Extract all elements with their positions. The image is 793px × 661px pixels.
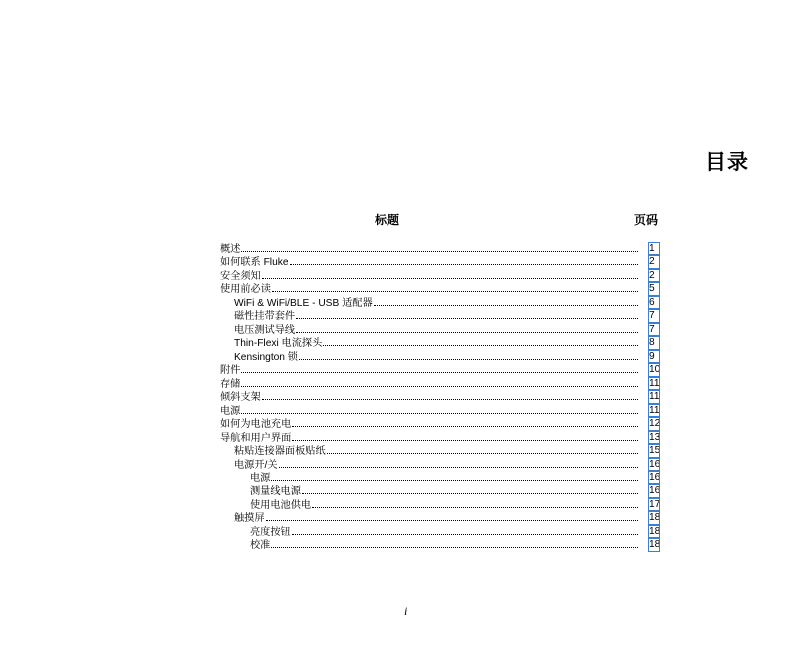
toc-entry-label[interactable]: 倾斜支架 <box>220 392 261 404</box>
dot-leader <box>299 350 638 360</box>
page-title: 目录 <box>705 151 749 174</box>
dot-leader <box>272 282 638 292</box>
toc-row <box>220 336 660 349</box>
toc-entry-label[interactable]: 电压测试导线 <box>234 324 296 336</box>
toc-entry-label[interactable]: 使用电池供电 <box>250 499 312 511</box>
toc-entry <box>220 417 638 431</box>
dot-leader <box>279 458 638 468</box>
toc-entry <box>220 431 638 445</box>
toc-row <box>220 458 660 471</box>
toc-entry-label[interactable]: Kensington 锁 <box>234 351 298 363</box>
dot-leader <box>374 296 638 306</box>
toc-entry-label[interactable]: 如何联系 Fluke <box>220 257 289 269</box>
table-of-contents <box>220 242 660 552</box>
toc-entry <box>220 282 638 296</box>
toc-row <box>220 269 660 282</box>
toc-page-link[interactable]: 9 <box>648 350 660 363</box>
toc-entry <box>220 377 638 391</box>
toc-entry <box>220 255 638 269</box>
toc-row <box>220 390 660 403</box>
toc-page-link[interactable]: 18 <box>649 512 661 524</box>
toc-page-link[interactable]: 16 <box>649 485 661 497</box>
toc-entry <box>220 242 638 256</box>
toc-entry <box>250 471 638 485</box>
dot-leader <box>262 390 638 400</box>
toc-page-link[interactable]: 2 <box>648 255 660 268</box>
toc-page-link[interactable]: 12 <box>649 418 661 430</box>
dot-leader <box>271 471 638 481</box>
toc-entry-label[interactable]: 安全须知 <box>220 270 261 282</box>
toc-page-link[interactable]: 1 <box>648 242 660 255</box>
toc-row <box>220 431 660 444</box>
toc-page-link[interactable]: 10 <box>649 364 661 376</box>
toc-row <box>220 255 660 268</box>
toc-row <box>220 538 660 551</box>
toc-entry-label[interactable]: 磁性挂带套件 <box>234 311 296 323</box>
toc-row <box>220 471 660 484</box>
toc-entry <box>220 269 638 283</box>
toc-entry <box>234 350 638 364</box>
toc-entry <box>234 444 638 458</box>
toc-entry <box>250 498 638 512</box>
toc-row <box>220 404 660 417</box>
toc-entry-label[interactable]: Thin-Flexi 电流探头 <box>234 338 323 350</box>
toc-page-link[interactable]: 17 <box>649 498 661 510</box>
toc-row <box>220 511 660 524</box>
toc-entry <box>220 390 638 404</box>
dot-leader <box>323 336 638 346</box>
page-number: i <box>404 604 408 618</box>
toc-entry-label[interactable]: 存储 <box>220 378 241 390</box>
toc-entry <box>234 511 638 525</box>
dot-leader <box>302 484 638 494</box>
toc-entry-label[interactable]: 使用前必读 <box>220 284 271 296</box>
dot-leader <box>266 511 638 521</box>
toc-entry <box>220 363 638 377</box>
toc-entry <box>250 525 638 539</box>
toc-page-link[interactable]: 18 <box>649 539 661 551</box>
toc-entry-label[interactable]: 粘贴连接器面板贴纸 <box>234 446 326 458</box>
toc-row <box>220 417 660 430</box>
toc-page-link[interactable]: 16 <box>649 471 661 483</box>
dot-leader <box>241 242 638 252</box>
toc-entry <box>234 458 638 472</box>
toc-row <box>220 498 660 511</box>
dot-leader <box>292 525 638 535</box>
toc-row <box>220 484 660 497</box>
toc-entry-label[interactable]: 如何为电池充电 <box>220 419 292 431</box>
dot-leader <box>241 363 638 373</box>
toc-page-link[interactable]: 2 <box>648 269 660 282</box>
dot-leader <box>327 444 638 454</box>
toc-page-link[interactable]: 7 <box>648 323 660 336</box>
toc-entry-label[interactable]: 校准 <box>250 540 271 552</box>
toc-entry-label[interactable]: 电源 <box>220 405 241 417</box>
toc-row <box>220 525 660 538</box>
heading-column-label: 标题 <box>375 213 400 227</box>
toc-row <box>220 323 660 336</box>
toc-entry-label[interactable]: 附件 <box>220 365 241 377</box>
toc-page-link[interactable]: 11 <box>649 404 660 416</box>
toc-entry <box>234 296 638 310</box>
toc-page-link[interactable]: 18 <box>649 525 661 537</box>
page-column-label: 页码 <box>634 213 659 227</box>
dot-leader <box>292 431 638 441</box>
toc-entry <box>250 484 638 498</box>
dot-leader <box>296 323 638 333</box>
toc-row <box>220 363 660 376</box>
toc-entry-label[interactable]: 亮度按钮 <box>250 526 291 538</box>
toc-entry-label[interactable]: WiFi & WiFi/BLE - USB 适配器 <box>234 297 373 309</box>
toc-entry <box>234 309 638 323</box>
toc-row <box>220 296 660 309</box>
toc-entry-label[interactable]: 电源开/关 <box>234 459 278 471</box>
toc-page-link[interactable]: 11 <box>649 377 660 389</box>
toc-page-link[interactable]: 8 <box>648 336 660 349</box>
toc-row <box>220 309 660 322</box>
dot-leader <box>262 269 638 279</box>
toc-page-link[interactable]: 13 <box>649 431 661 443</box>
dot-leader <box>271 538 638 548</box>
toc-entry <box>234 323 638 337</box>
toc-page-link[interactable]: 16 <box>649 458 661 470</box>
toc-entry-label[interactable]: 电源 <box>250 472 271 484</box>
dot-leader <box>290 255 639 265</box>
toc-entry <box>234 336 638 350</box>
toc-entry-label[interactable]: 触摸屏 <box>234 513 265 525</box>
dot-leader <box>292 417 638 427</box>
dot-leader <box>296 309 638 319</box>
toc-page-link[interactable]: 11 <box>649 391 660 403</box>
toc-row <box>220 242 660 255</box>
toc-entry-label[interactable]: 测量线电源 <box>250 486 301 498</box>
toc-row <box>220 444 660 457</box>
dot-leader <box>312 498 638 508</box>
toc-page-link[interactable]: 6 <box>648 296 660 309</box>
dot-leader <box>241 404 638 414</box>
toc-entry-label[interactable]: 概述 <box>220 244 241 255</box>
toc-row <box>220 282 660 295</box>
toc-entry <box>250 538 638 552</box>
toc-page-link[interactable]: 5 <box>648 282 660 295</box>
toc-entry-label[interactable]: 导航和用户界面 <box>220 432 292 444</box>
toc-row <box>220 377 660 390</box>
toc-page-link[interactable]: 7 <box>648 309 660 322</box>
dot-leader <box>241 377 638 387</box>
toc-page-link[interactable]: 15 <box>649 445 661 457</box>
toc-entry <box>220 404 638 418</box>
toc-row <box>220 350 660 363</box>
